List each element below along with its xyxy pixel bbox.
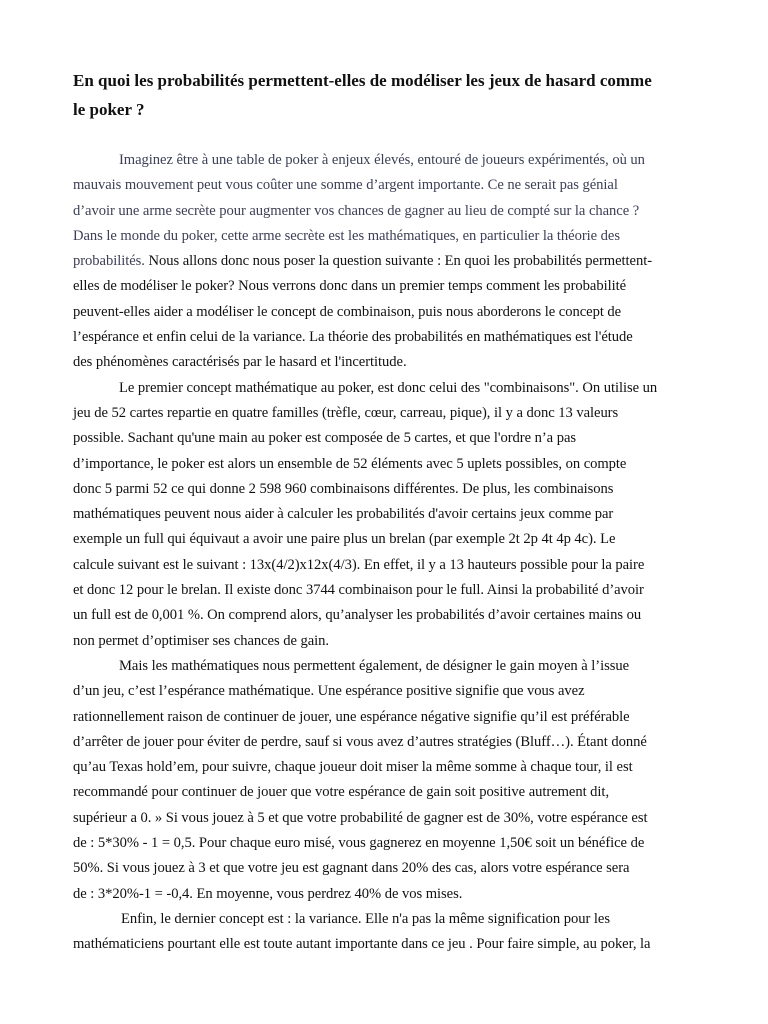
line-text: donc 5 parmi 52 ce qui donne 2 598 960 combinaisons différentes. De plus, les combinaisons bbox=[73, 480, 614, 497]
line-text: l’espérance et enfin celui de la variance. La théorie des probabilités en mathématiques est l'étude bbox=[73, 329, 633, 346]
line-text: et donc 12 pour le brelan. Il existe donc 3744 combinaison pour le full. Ainsi la probabilité d’avoir bbox=[73, 582, 644, 599]
line-text: recommandé pour continuer de jouer que votre espérance de gain soit positive autrement dit, bbox=[73, 784, 610, 801]
paragraph-line bbox=[73, 553, 697, 578]
paragraph-line bbox=[73, 274, 697, 299]
title-line: le poker ? bbox=[73, 100, 145, 119]
line-text: non permet d’optimiser ses chances de gain. bbox=[73, 632, 329, 649]
paragraph-line bbox=[73, 856, 697, 881]
paragraph-line bbox=[73, 603, 697, 628]
line-text: de : 5*30% - 1 = 0,5. Pour chaque euro misé, vous gagnerez en moyenne 1,50€ soit un bénéfice de bbox=[73, 835, 645, 852]
document-body bbox=[73, 148, 697, 958]
paragraph-line bbox=[73, 401, 697, 426]
paragraph-line bbox=[73, 755, 697, 780]
paragraph-line bbox=[73, 452, 697, 477]
line-text: qu’au Texas hold’em, pour suivre, chaque joueur doit miser la même somme à chaque tour, il est bbox=[73, 759, 633, 776]
paragraph-line bbox=[73, 350, 697, 375]
paragraph-line bbox=[73, 831, 697, 856]
paragraph-line bbox=[73, 325, 697, 350]
paragraph-line bbox=[73, 502, 697, 527]
paragraph-line bbox=[73, 477, 697, 502]
line-text: rationnellement raison de continuer de jouer, une espérance négative signifie qu’il est préférable bbox=[73, 708, 630, 725]
line-text: mathématiciens pourtant elle est toute autant importante dans ce jeu . Pour faire simple, au poker, la bbox=[73, 936, 651, 953]
line-text: de : 3*20%-1 = -0,4. En moyenne, vous perdrez 40% de vos mises. bbox=[73, 885, 463, 902]
line-text: Mais les mathématiques nous permettent également, de désigner le gain moyen à l’issue bbox=[119, 657, 630, 674]
paragraph-line bbox=[73, 173, 697, 198]
paragraph-line bbox=[73, 730, 697, 755]
line-text: Enfin, le dernier concept est : la variance. Elle n'a pas la même signification pour les bbox=[121, 910, 610, 927]
paragraph-line bbox=[73, 249, 697, 274]
line-text: mauvais mouvement peut vous coûter une somme d’argent importante. Ce ne serait pas génial bbox=[73, 177, 618, 194]
paragraph-line bbox=[73, 376, 697, 401]
line-text: peuvent-elles aider a modéliser le concept de combinaison, puis nous aborderons le concept de bbox=[73, 303, 622, 320]
paragraph-line bbox=[73, 527, 697, 552]
line-text: Nous allons donc nous poser la question suivante : En quoi les probabilités permettent- bbox=[144, 253, 653, 270]
line-text: jeu de 52 cartes repartie en quatre familles (trèfle, cœur, carreau, pique), il y a donc 13 valeurs bbox=[73, 404, 619, 421]
line-text: Imaginez être à une table de poker à enjeux élevés, entouré de joueurs expérimentés, où un bbox=[119, 152, 645, 168]
line-text: 50%. Si vous jouez à 3 et que votre jeu est gagnant dans 20% des cas, alors votre espérance sera bbox=[73, 860, 630, 877]
line-text: d’arrêter de jouer pour éviter de perdre, sauf si vous avez d’autres stratégies (Bluff…). Étant donné bbox=[73, 733, 647, 750]
paragraph-line bbox=[73, 148, 697, 173]
paragraph-line bbox=[73, 199, 697, 224]
line-text: Le premier concept mathématique au poker, est donc celui des "combinaisons". On utilise un bbox=[119, 379, 658, 396]
paragraph-line bbox=[73, 426, 697, 451]
line-text: mathématiques peuvent nous aider à calculer les probabilités d'avoir certains jeux comme par bbox=[73, 506, 614, 523]
paragraph-line bbox=[73, 780, 697, 805]
title-line: En quoi les probabilités permettent-elles de modéliser les jeux de hasard comme bbox=[73, 71, 652, 90]
paragraph-line bbox=[73, 932, 697, 957]
paragraph-line bbox=[73, 705, 697, 730]
line-text: possible. Sachant qu'une main au poker est composée de 5 cartes, et que l'ordre n’a pas bbox=[73, 430, 577, 447]
line-text: d’un jeu, c’est l’espérance mathématique. Une espérance positive signifie que vous avez bbox=[73, 683, 585, 700]
paragraph-line bbox=[73, 300, 697, 325]
paragraph-line bbox=[73, 882, 697, 907]
line-text: probabilités. bbox=[73, 253, 145, 270]
paragraph-line bbox=[73, 679, 697, 704]
paragraph-line bbox=[73, 578, 697, 603]
paragraph-line bbox=[73, 224, 697, 249]
paragraph-line bbox=[73, 806, 697, 831]
paragraph-line bbox=[73, 629, 697, 654]
line-text: des phénomènes caractérisés par le hasard et l'incertitude. bbox=[73, 354, 407, 371]
paragraph-line bbox=[73, 654, 697, 679]
paragraph-line bbox=[73, 907, 697, 932]
line-text: exemple un full qui équivaut a avoir une paire plus un brelan (par exemple 2t 2p 4t 4p 4c). Le bbox=[73, 531, 616, 548]
line-text: supérieur a 0. » Si vous jouez à 5 et que votre probabilité de gagner est de 30%, votre espérance est bbox=[73, 809, 648, 826]
line-text: d’avoir une arme secrète pour augmenter vos chances de gagner au lieu de compté sur la chance ? bbox=[73, 202, 640, 219]
line-text: un full est de 0,001 %. On comprend alors, qu’analyser les probabilités d’avoir certaines mains ou bbox=[73, 607, 642, 624]
line-text: d’importance, le poker est alors un ensemble de 52 éléments avec 5 uplets possibles, on compte bbox=[73, 455, 627, 472]
line-text: Dans le monde du poker, cette arme secrète est les mathématiques, en particulier la théorie des bbox=[73, 227, 620, 244]
document-title bbox=[73, 66, 697, 124]
line-text: calcule suivant est le suivant : 13x(4/2)x12x(4/3). En effet, il y a 13 hauteurs possible pour la paire bbox=[73, 556, 645, 573]
line-text: elles de modéliser le poker? Nous verrons donc dans un premier temps comment les probabilité bbox=[73, 278, 627, 295]
